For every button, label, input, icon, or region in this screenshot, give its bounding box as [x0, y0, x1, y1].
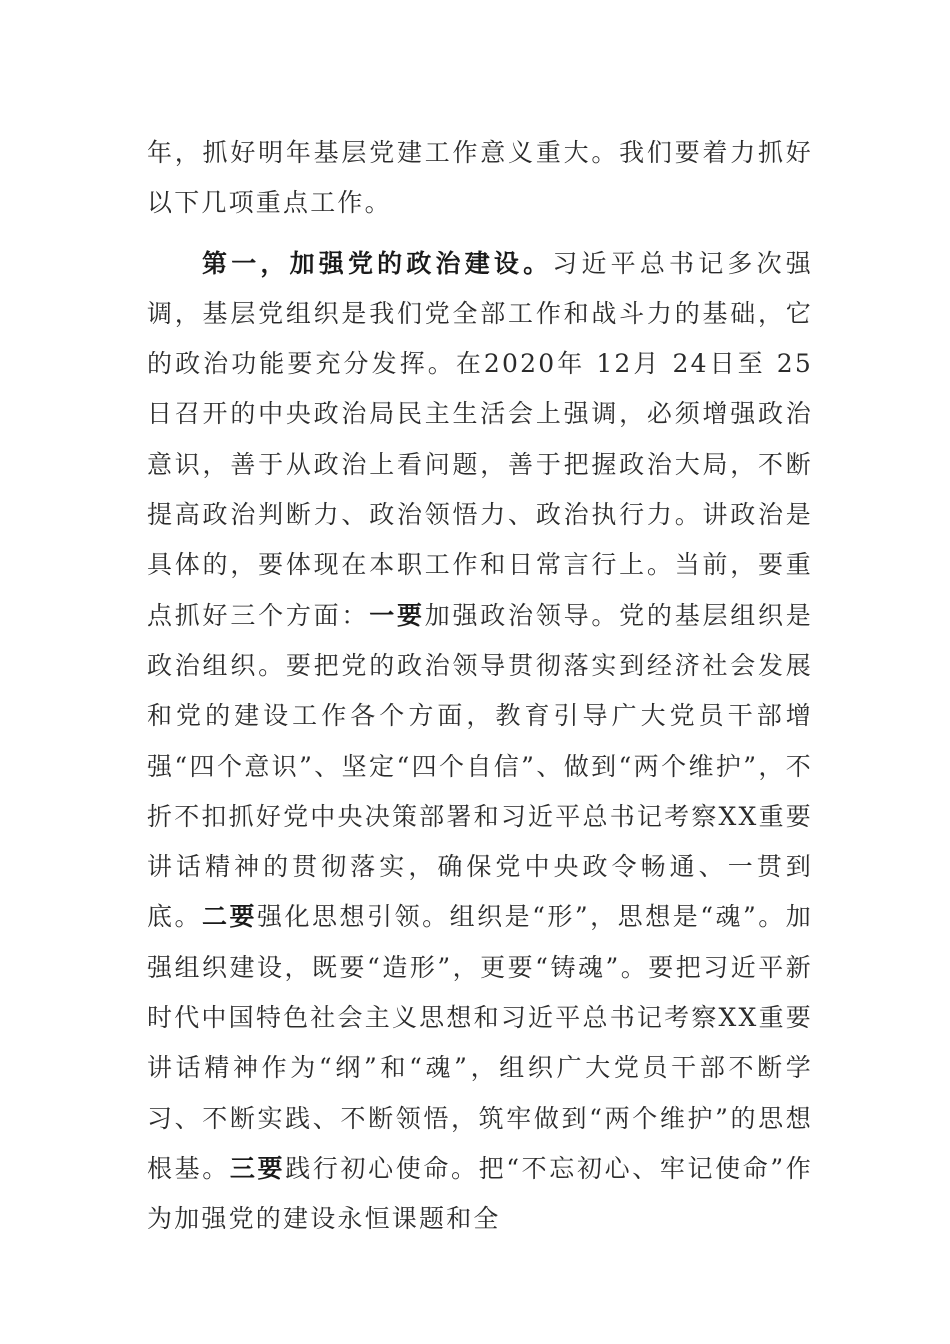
- paragraph-text: 强化思想引领。组织是“形”，思想是“魂”。加强组织建设，既要“造形”，更要“铸魂”。要把习近平新时代中国特色社会主义思想和习近平总书记考察XX重要讲话精神作为“纲”和“魂”，组织广大党员干部不断学习、不断实践、不断领悟，筑牢做到“两个维护”的思想根基。: [147, 902, 813, 1183]
- body-text: [147, 128, 813, 1245]
- paragraph-text: 践行初心使命。把“不忘初心、牢记使命”作为加强党的建设永恒课题和全: [147, 1153, 813, 1234]
- point-marker-3: 三要: [229, 1153, 286, 1183]
- paragraph-continuation: 年，抓好明年基层党建工作意义重大。我们要着力抓好以下几项重点工作。: [147, 138, 813, 218]
- paragraph-text: 加强政治领导。党的基层组织是政治组织。要把党的政治领导贯彻落实到经济社会发展和党的建设工作各个方面，教育引导广大党员干部增强“四个意识”、坚定“四个自信”、做到“两个维护”，不折不扣抓好党中央决策部署和习近平总书记考察XX重要讲话精神的贯彻落实，确保党中央政令畅通、一贯到底。: [147, 600, 813, 932]
- paragraph-text: 习近平总书记多次强调，基层党组织是我们党全部工作和战斗力的基础，它的政治功能要充分发挥。在2020年 12月 24日至 25日召开的中央政治局民主生活会上强调，必须增强政治意识，善于从政治上看问题，善于把握政治大局，不断提高政治判断力、政治领悟力、政治执行力。讲政治是具体的，要体现在本职工作和日常言行上。当前，要重点抓好三个方面：: [147, 248, 813, 630]
- section-heading: 第一，加强党的政治建设。: [202, 248, 553, 278]
- paragraph-political-building: [147, 239, 813, 1245]
- point-marker-1: 一要: [369, 600, 425, 630]
- point-marker-2: 二要: [202, 902, 258, 932]
